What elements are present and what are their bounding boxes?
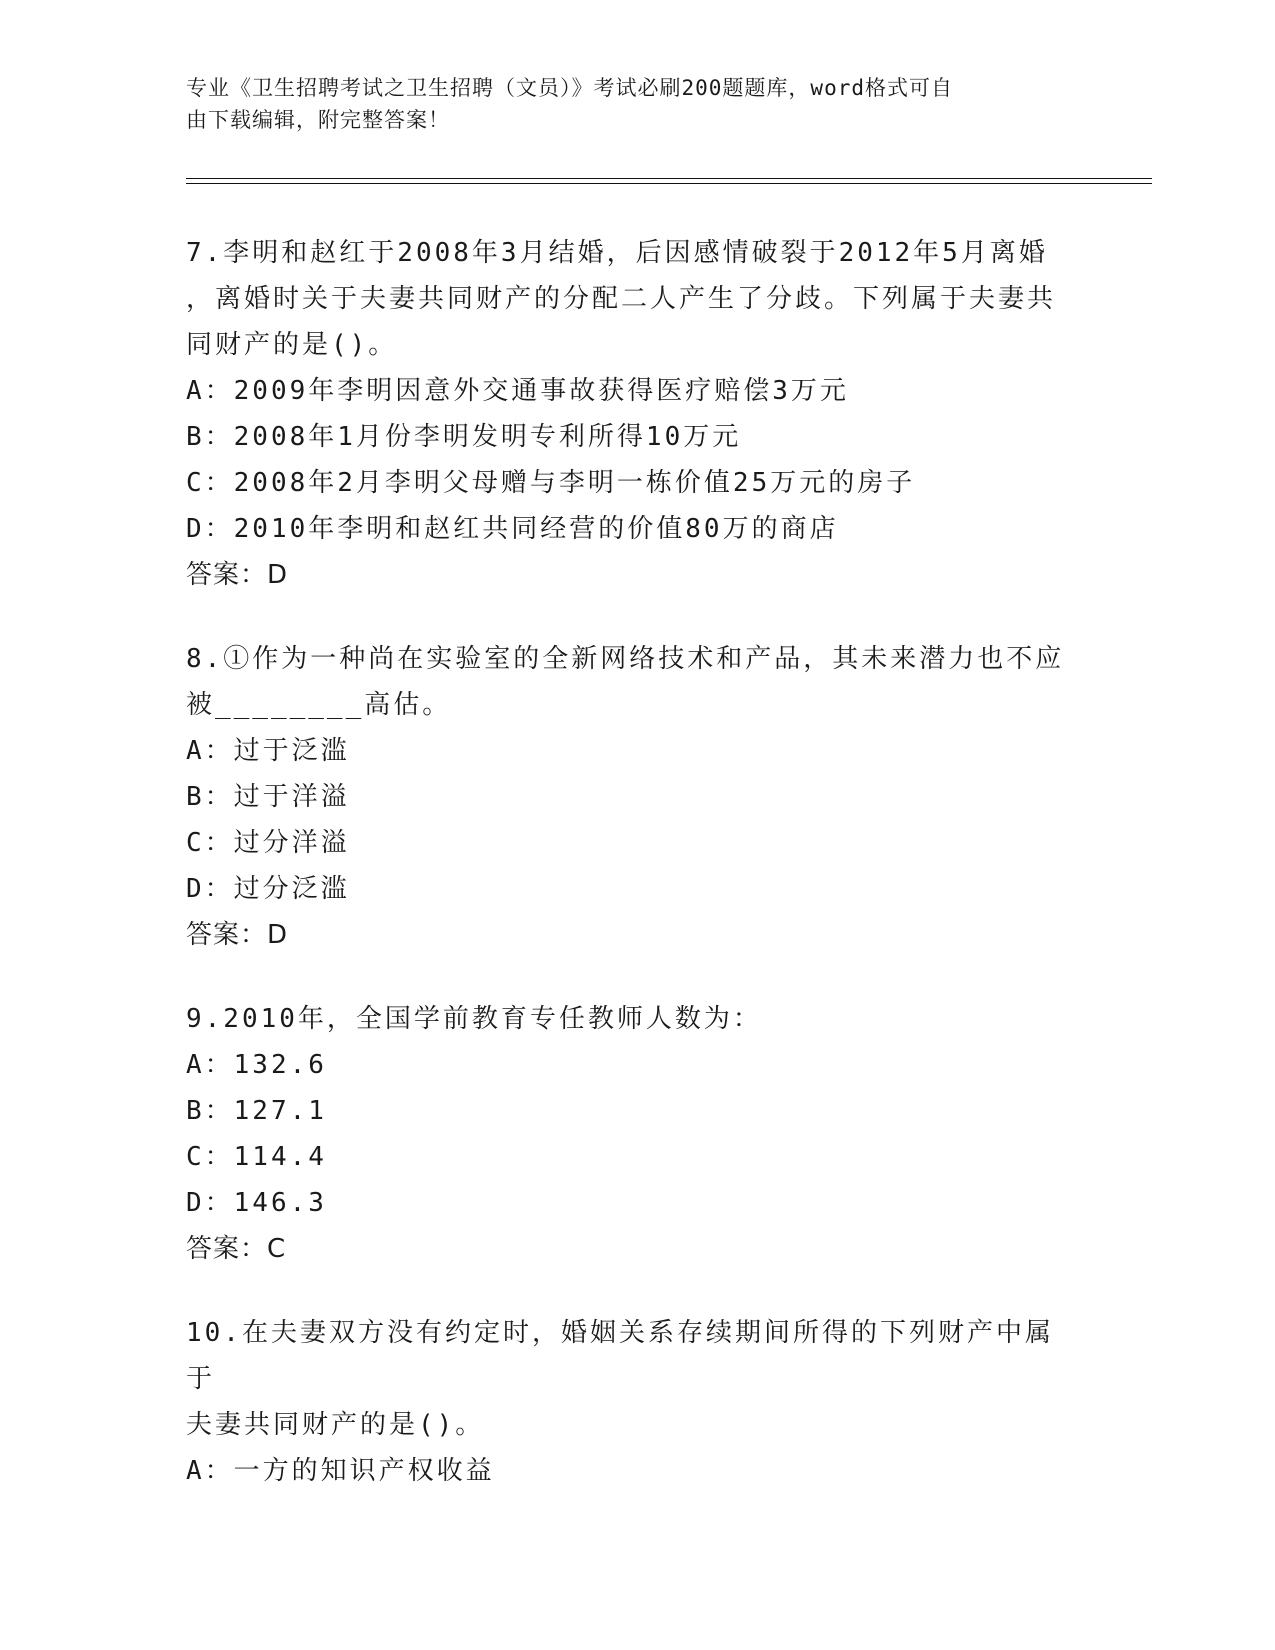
option-d: D：2010年李明和赵红共同经营的价值80万的商店 <box>186 514 839 544</box>
answer-line: 答案：D <box>186 920 289 950</box>
question-stem <box>186 1310 1066 1448</box>
question-list <box>186 230 1066 1532</box>
option-b: B：2008年1月份李明发明专利所得10万元 <box>186 422 742 452</box>
option-d: D：过分泛滥 <box>186 874 350 904</box>
answer-line: 答案：C <box>186 1234 287 1264</box>
option-a: A：2009年李明因意外交通事故获得医疗赔偿3万元 <box>186 376 849 406</box>
option-a: A：一方的知识产权收益 <box>186 1456 495 1486</box>
header-divider-top <box>186 178 1152 179</box>
stem-line: 9.2010年，全国学前教育专任教师人数为： <box>186 1004 762 1034</box>
option-a: A：过于泛滥 <box>186 736 350 766</box>
option-c: C：过分洋溢 <box>186 828 350 858</box>
option-a: A：132.6 <box>186 1050 327 1080</box>
question-8 <box>186 636 1066 958</box>
option-c: C：114.4 <box>186 1142 327 1172</box>
question-10 <box>186 1310 1066 1494</box>
question-7 <box>186 230 1066 598</box>
stem-line: 8.①作为一种尚在实验室的全新网络技术和产品，其未来潜力也不应 <box>186 644 1065 674</box>
answer-line: 答案：D <box>186 560 289 590</box>
option-d: D：146.3 <box>186 1188 327 1218</box>
stem-line: 7.李明和赵红于2008年3月结婚，后因感情破裂于2012年5月离婚 <box>186 238 1048 268</box>
header-divider-bottom <box>186 183 1152 184</box>
header-title-line-2: 由下载编辑，附完整答案！ <box>186 108 450 132</box>
header-title-line-1: 专业《卫生招聘考试之卫生招聘（文员）》考试必刷200题题库，word格式可自 <box>186 76 953 100</box>
question-9 <box>186 996 1066 1272</box>
option-b: B：127.1 <box>186 1096 327 1126</box>
document-header <box>186 72 1066 136</box>
stem-line: ，离婚时关于夫妻共同财产的分配二人产生了分歧。下列属于夫妻共 <box>186 284 1057 314</box>
question-stem <box>186 996 1066 1042</box>
option-c: C：2008年2月李明父母赠与李明一栋价值25万元的房子 <box>186 468 916 498</box>
stem-line: 同财产的是()。 <box>186 330 398 360</box>
stem-line: 夫妻共同财产的是()。 <box>186 1410 485 1440</box>
question-stem <box>186 230 1066 368</box>
stem-line: 被________高估。 <box>186 690 452 720</box>
question-stem <box>186 636 1066 728</box>
stem-line: 10.在夫妻双方没有约定时，婚姻关系存续期间所得的下列财产中属于 <box>186 1318 1054 1394</box>
option-b: B：过于洋溢 <box>186 782 350 812</box>
